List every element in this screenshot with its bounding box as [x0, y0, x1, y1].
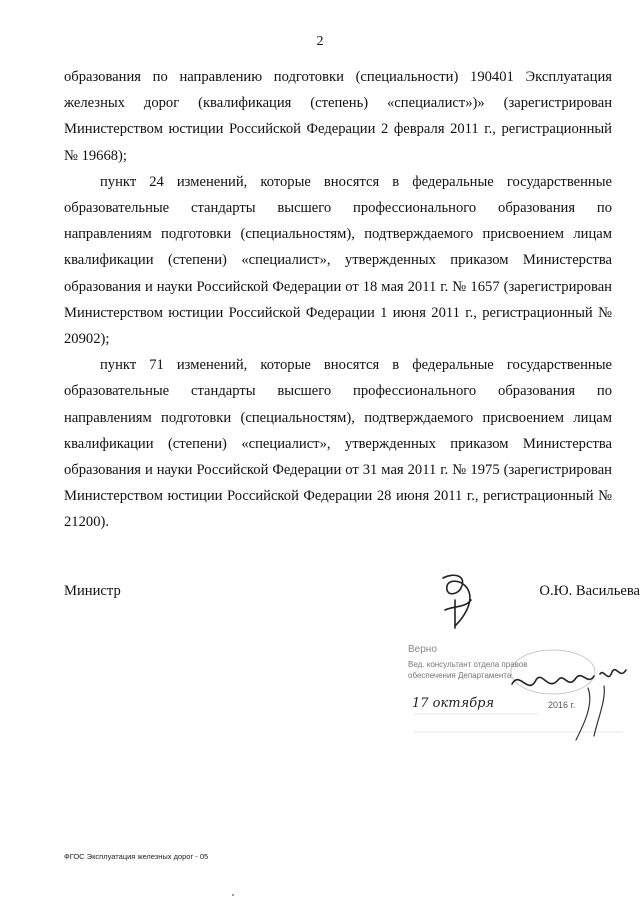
- paragraph-3: пункт 71 изменений, которые вносятся в федеральные государственные образовательные стандарты высшего профессионального образования по направлениям подготовки (специальностям), подтверждаемого присвоением лицам квалификации (степени) «специалист», утвержденных приказом Министерства образования и науки Российской Федерации от 31 мая 2011 г. № 1975 (зарегистрирован Министерством юстиции Российской Федерации 28 июня 2011 г., регистрационный № 21200).: [64, 357, 612, 531]
- paragraph-1: образования по направлению подготовки (специальности) 190401 Эксплуатация железных дорог (квалификация (степень) «специалист»)» (зарегистрирован Министерством юстиции Российской Федерации 2 февраля 2011 г., регистрационный № 19668);: [64, 69, 612, 164]
- stamp-handwriting: [408, 640, 633, 745]
- page-number: 2: [316, 34, 324, 49]
- stamp-date: 17 октября: [412, 696, 495, 711]
- signatory-title: Министр: [64, 583, 121, 599]
- stamp-verno: Верно: [408, 644, 437, 655]
- stamp-year: 2016 г.: [548, 700, 576, 710]
- handwritten-signature: [425, 570, 485, 630]
- scan-speck: [232, 894, 234, 896]
- stamp-department: обеспечения Департамента: [408, 671, 512, 680]
- paragraph-2: пункт 24 изменений, которые вносятся в федеральные государственные образовательные стандарты высшего профессионального образования по направлениям подготовки (специальностям), подтверждаемого присвоением лицам квалификации (степени) «специалист», утвержденных приказом Министерства образования и науки Российской Федерации от 18 мая 2011 г. № 1657 (зарегистрирован Министерством юстиции Российской Федерации 1 июня 2011 г., регистрационный № 20902);: [64, 173, 612, 348]
- signatory-name: О.Ю. Васильева: [539, 583, 640, 599]
- certification-stamp: [408, 640, 633, 745]
- document-body: [64, 64, 612, 536]
- stamp-position: Вед. консультант отдела правов: [408, 660, 528, 669]
- footer-reference: ФГОС Эксплуатация железных дорог - 05: [64, 852, 209, 861]
